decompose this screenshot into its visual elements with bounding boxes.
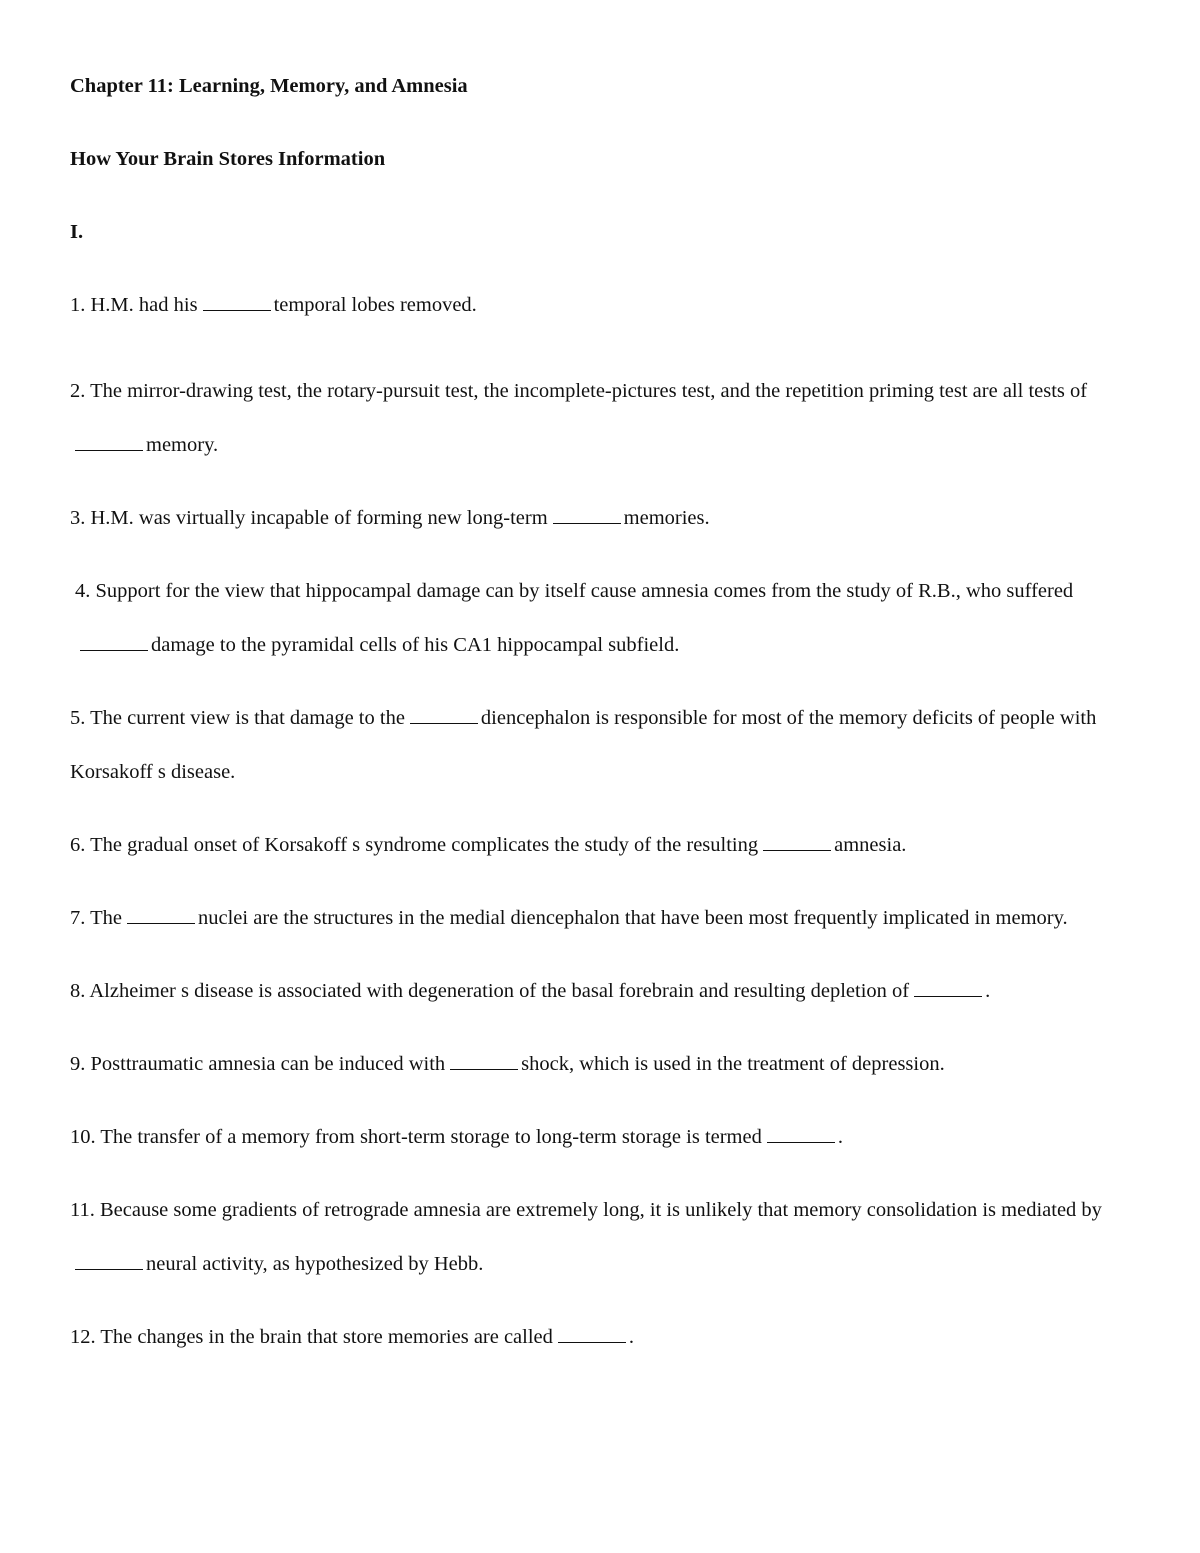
question-item [70, 1037, 1135, 1091]
section-title: How Your Brain Stores Information [70, 148, 386, 170]
question-text-before: 1. H.M. had his [70, 294, 198, 316]
answer-blank [203, 309, 271, 311]
answer-blank [450, 1068, 518, 1070]
question-text-before: 9. Posttraumatic amnesia can be induced with [70, 1053, 446, 1075]
question-text-before: 8. Alzheimer s disease is associated with degeneration of the basal forebrain and resulting depletion of [70, 980, 910, 1002]
question-item [70, 564, 1135, 672]
question-text-after: diencephalon is responsible for most of the memory deficits of people with Korsakoff s disease. [70, 707, 1097, 783]
question-text-after: amnesia. [834, 834, 907, 856]
answer-blank [410, 722, 478, 724]
answer-blank [763, 849, 831, 851]
part-label: I. [70, 221, 84, 243]
document-body [70, 72, 1135, 1383]
question-text-after: . [628, 1326, 635, 1348]
question-text-after: nuclei are the structures in the medial diencephalon that have been most frequently implicated in memory. [198, 907, 1068, 929]
answer-blank [127, 922, 195, 924]
question-item [70, 1183, 1135, 1291]
question-text-after: temporal lobes removed. [273, 294, 477, 316]
question-text-before: 5. The current view is that damage to the [70, 707, 405, 729]
question-text-after: damage to the pyramidal cells of his CA1 hippocampal subfield. [151, 634, 680, 656]
question-text-before: 10. The transfer of a memory from short-term storage to long-term storage is termed [70, 1126, 762, 1148]
answer-blank [558, 1341, 626, 1343]
question-text-before: 11. Because some gradients of retrograde amnesia are extremely long, it is unlikely that memory consolidation is mediated by [70, 1199, 1102, 1221]
chapter-title: Chapter 11: Learning, Memory, and Amnesia [70, 75, 468, 97]
question-item [70, 1310, 1135, 1364]
answer-blank [80, 649, 148, 651]
question-item [70, 291, 1135, 319]
question-text-before: 4. Support for the view that hippocampal damage can by itself cause amnesia comes from the study of R.B., who suffered [75, 580, 1074, 602]
question-text-after: shock, which is used in the treatment of depression. [521, 1053, 945, 1075]
question-text-before: 6. The gradual onset of Korsakoff s syndrome complicates the study of the resulting [70, 834, 759, 856]
question-item [70, 891, 1135, 945]
answer-blank [553, 522, 621, 524]
question-text-after: . [837, 1126, 843, 1148]
question-item [70, 1110, 1135, 1164]
answer-blank [75, 449, 143, 451]
question-list [70, 291, 1135, 1364]
answer-blank [75, 1268, 143, 1270]
question-text-after: neural activity, as hypothesized by Hebb. [146, 1253, 484, 1275]
question-text-after: memories. [623, 507, 710, 529]
question-item [70, 964, 1135, 1018]
question-text-before: 2. The mirror-drawing test, the rotary-pursuit test, the incomplete-pictures test, and the repetition priming test are all tests of [70, 380, 1088, 402]
answer-blank [767, 1141, 835, 1143]
question-item [70, 691, 1135, 799]
question-text-after: memory. [146, 434, 219, 456]
question-text-before: 12. The changes in the brain that store memories are called [70, 1326, 553, 1348]
answer-blank [914, 995, 982, 997]
question-text-before: 7. The [70, 907, 123, 929]
question-item [70, 364, 1135, 472]
question-item [70, 818, 1135, 872]
question-text-before: 3. H.M. was virtually incapable of forming new long-term [70, 507, 548, 529]
question-text-after: . [985, 980, 991, 1002]
question-item [70, 491, 1135, 545]
